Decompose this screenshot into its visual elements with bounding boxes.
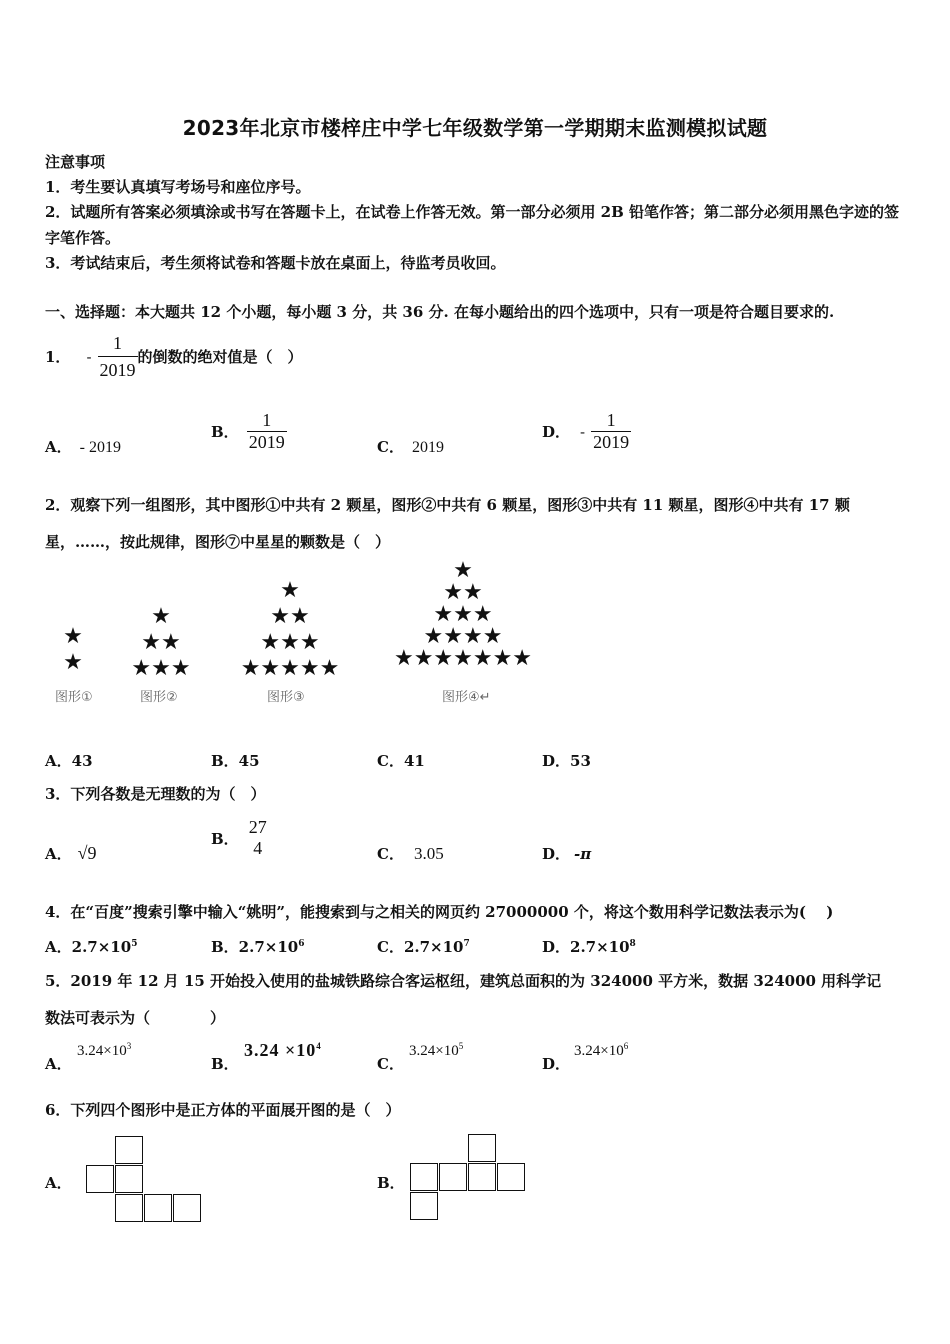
fraction-denominator: 2019 [98, 356, 138, 383]
notice-heading: 注意事项 [45, 153, 106, 171]
star-row: ★★★★★★★ [393, 646, 533, 671]
q2-option-a: A．43 [45, 752, 93, 770]
section-heading: 一、选择题：本大题共 12 个小题，每小题 3 分，共 36 分. 在每小题给出的四个选项中，只有一项是符合题目要求的. [45, 303, 835, 321]
question-stem: 的倒数的绝对值是（ ） [137, 347, 303, 366]
option-label: C．2.7×10 [377, 938, 464, 956]
star-row: ★★★ [131, 656, 191, 681]
figure-caption: 图形② [140, 690, 178, 705]
fraction-numerator: 1 [262, 410, 272, 430]
notice-item-2: 2．试题所有答案必须填涂或书写在答题卡上，在试卷上作答无效。第一部分必须用 2B 铅笔作答；第二部分必须用黑色字迹的签字笔作答。 [45, 203, 900, 247]
net-square [410, 1192, 438, 1220]
figure-caption: 图形③ [267, 690, 305, 705]
minus-sign: - [86, 347, 92, 366]
q6-option-b-label: B． [377, 1174, 405, 1192]
option-label: C． [377, 845, 404, 863]
net-square [115, 1136, 143, 1164]
notice-item-1: 1．考生要认真填写考场号和座位序号。 [45, 178, 311, 196]
minus-sign: - [580, 422, 586, 441]
option-label: A． [45, 438, 72, 456]
option-value: - 2019 [79, 439, 121, 456]
option-value: 3.24 ×10 [244, 1040, 317, 1060]
q5-option-c-label: C． [377, 1055, 404, 1073]
net-square [115, 1194, 143, 1222]
exponent: 5 [131, 939, 138, 949]
option-value: 3.24×10 [409, 1043, 459, 1059]
net-square [439, 1163, 467, 1191]
exponent: 8 [629, 939, 636, 949]
q5-option-d-value [574, 1041, 628, 1060]
figure-1 [48, 624, 98, 676]
option-label: D． [542, 845, 571, 863]
q4-option-a [45, 936, 137, 957]
q5-option-d-label: D． [542, 1055, 571, 1073]
q2-option-b: B．45 [211, 752, 260, 770]
question-4: 4．在“百度”搜索引擎中输入“姚明”，能搜索到与之相关的网页约 27000000 个，将这个数用科学记数法表示为( ) [45, 903, 834, 921]
fraction [247, 410, 287, 453]
net-square [115, 1165, 143, 1193]
star-row: ★★★ [433, 602, 493, 627]
question-5-line-2: 数法可表示为（ ） [45, 1009, 226, 1027]
question-number: 1． [45, 347, 71, 366]
option-value: 3.24×10 [77, 1043, 127, 1059]
q3-option-d [542, 843, 591, 864]
question-1 [45, 330, 303, 383]
option-label: C． [377, 438, 404, 456]
net-square [497, 1163, 525, 1191]
q5-option-c-value [409, 1041, 463, 1060]
q2-option-d: D．53 [542, 752, 591, 770]
q3-option-b [211, 817, 269, 859]
q5-option-a-label: A． [45, 1055, 72, 1073]
figure-3 [228, 578, 352, 682]
cube-net-a [86, 1136, 202, 1224]
net-square [410, 1163, 438, 1191]
net-square [86, 1165, 114, 1193]
option-label: B． [211, 829, 239, 848]
net-square [173, 1194, 201, 1222]
star-row: ★ [63, 650, 83, 675]
q1-option-c [377, 436, 444, 457]
option-value: 3.05 [413, 844, 444, 863]
q4-option-c [377, 936, 470, 957]
option-label: B． [211, 423, 239, 441]
exponent: 4 [316, 1041, 322, 1051]
q5-option-b-label: B． [211, 1055, 239, 1073]
q5-option-b-value [244, 1040, 322, 1061]
q1-option-a [45, 436, 121, 457]
q4-option-d [542, 936, 636, 957]
q3-option-a [45, 843, 97, 864]
page-title: 2023年北京市楼梓庄中学七年级数学第一学期期末监测模拟试题 [182, 116, 768, 140]
star-row: ★ [280, 578, 300, 603]
star-row: ★★ [443, 580, 483, 605]
option-label: A．2.7×10 [45, 938, 132, 956]
question-2-line-2: 星，……，按此规律，图形⑦中星星的颗数是（ ） [45, 533, 391, 551]
option-label: D．2.7×10 [542, 938, 630, 956]
figure-caption: 图形① [55, 690, 93, 705]
star-row: ★ [151, 604, 171, 629]
star-row: ★★ [270, 604, 310, 629]
notice-item-3: 3．考试结束后，考生须将试卷和答题卡放在桌面上，待监考员收回。 [45, 254, 506, 272]
q3-option-c [377, 843, 444, 864]
q6-option-a-label: A． [45, 1174, 72, 1192]
question-5-line-1: 5．2019 年 12 月 15 开始投入使用的盐城铁路综合客运枢纽，建筑总面积的为 324000 平方米，数据 324000 用科学记 [45, 972, 882, 990]
q5-option-a-value [77, 1041, 131, 1060]
option-value: 3.24×10 [574, 1043, 624, 1059]
exponent: 3 [126, 1041, 132, 1051]
figure-4 [382, 560, 544, 670]
q4-option-b [211, 936, 304, 957]
option-label: D． [542, 423, 571, 441]
star-row: ★ [63, 624, 83, 649]
question-6: 6．下列四个图形中是正方体的平面展开图的是（ ） [45, 1101, 401, 1119]
net-square [468, 1163, 496, 1191]
fraction [247, 817, 269, 859]
net-square [468, 1134, 496, 1162]
q1-option-d [542, 410, 631, 453]
exponent: 6 [298, 939, 305, 949]
fraction-denominator: 2019 [248, 432, 285, 452]
option-value: √9 [77, 843, 97, 863]
exponent: 7 [463, 939, 470, 949]
star-row: ★★★★ [423, 624, 503, 649]
fraction-numerator: 1 [606, 410, 616, 430]
cube-net-b [410, 1134, 526, 1222]
exponent: 6 [623, 1041, 629, 1051]
fraction-numerator: 1 [113, 333, 123, 353]
option-value: -π [574, 845, 592, 863]
figure-2 [122, 604, 200, 682]
q1-option-b [211, 410, 287, 453]
q2-option-c: C．41 [377, 752, 425, 770]
option-label: B．2.7×10 [211, 938, 299, 956]
net-square [144, 1194, 172, 1222]
figure-caption: 图形④↵ [442, 690, 491, 705]
star-row: ★★ [141, 630, 181, 655]
question-3: 3．下列各数是无理数的为（ ） [45, 785, 266, 803]
option-value: 2019 [411, 439, 444, 456]
star-row: ★★★ [260, 630, 320, 655]
star-row: ★★★★★ [240, 656, 340, 681]
star-row: ★ [453, 558, 473, 583]
fraction-numerator: 27 [248, 817, 267, 837]
fraction [98, 330, 138, 383]
fraction [591, 410, 631, 453]
exponent: 5 [458, 1041, 464, 1051]
fraction-denominator: 4 [253, 838, 263, 858]
option-label: A． [45, 845, 72, 863]
question-2-line-1: 2．观察下列一组图形，其中图形①中共有 2 颗星，图形②中共有 6 颗星，图形③中共有 11 颗星，图形④中共有 17 颗 [45, 496, 850, 514]
fraction-denominator: 2019 [593, 432, 630, 452]
